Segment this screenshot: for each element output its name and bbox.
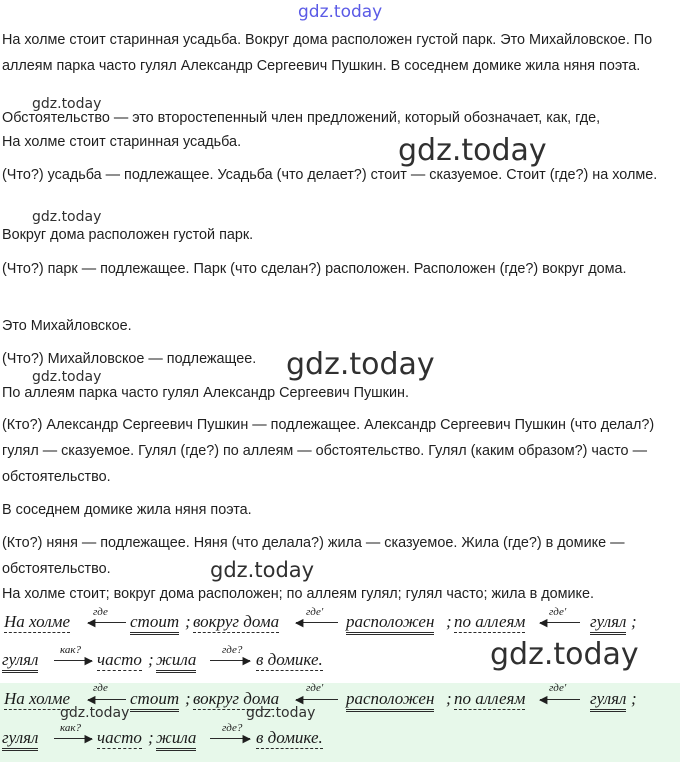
question-label: где?: [222, 722, 243, 734]
separator: ;: [446, 612, 452, 631]
scheme-word: вокруг дома: [193, 689, 280, 708]
question-label: где: [93, 682, 108, 694]
question-label: где': [306, 682, 324, 694]
question-label: как?: [60, 644, 82, 656]
question-label: где': [306, 606, 324, 618]
scheme-word: стоит: [130, 612, 179, 635]
arrow-left: ◀: [540, 695, 580, 705]
separator: ;: [185, 689, 191, 708]
definition-text: Обстоятельство — это второстепенный член предложений, который обозначает, как, где,: [2, 110, 601, 126]
scheme-word: в домике.: [256, 728, 323, 747]
watermark: gdz.today: [298, 2, 383, 22]
separator: ;: [185, 612, 191, 631]
arrow-left: ◀: [88, 618, 126, 628]
question-label: как?: [60, 722, 82, 734]
scheme-word: часто: [97, 728, 142, 747]
phrases-summary: На холме стоит; вокруг дома расположен; по аллеям гулял; гулял часто; жила в домике.: [2, 586, 595, 602]
question-label: где': [549, 606, 567, 618]
watermark: gdz.today: [398, 133, 547, 168]
sentence-2: Вокруг дома расположен густой парк.: [2, 227, 254, 243]
scheme-word: расположен: [346, 689, 434, 712]
watermark: gdz.today: [60, 705, 130, 721]
analysis-1: (Что?) усадьба — подлежащее. Усадьба (что делает?) стоит — сказуемое. Стоит (где?) на холме.: [2, 167, 658, 183]
sentence-1: На холме стоит старинная усадьба.: [2, 134, 242, 150]
separator: ;: [148, 650, 154, 669]
scheme-word: стоит: [130, 689, 179, 712]
watermark: gdz.today: [490, 637, 639, 672]
arrow-left: ◀: [88, 695, 126, 705]
task-text: На холме стоит старинная усадьба. Вокруг дома расположен густой парк. Это Михайловское. По аллеям парка часто гулял Александр Сергеевич Пушкин. В соседнем домике жила няня поэта.: [2, 32, 653, 74]
arrow-left: ◀: [296, 695, 338, 705]
scheme-word: гулял: [590, 612, 626, 635]
analysis-3: (Что?) Михайловское — подлежащее.: [2, 351, 257, 367]
watermark: gdz.today: [32, 369, 102, 385]
scheme-word: жила: [156, 650, 196, 673]
scheme-word: На холме: [4, 689, 71, 708]
watermark: gdz.today: [32, 209, 102, 225]
watermark: gdz.today: [32, 96, 102, 112]
analysis-5: (Кто?) няня — подлежащее. Няня (что делала?) жила — сказуемое. Жила (где?) в домике — обстоятельство.: [2, 535, 625, 577]
scheme-word: в домике.: [256, 650, 323, 669]
arrow-left: ◀: [296, 618, 338, 628]
scheme-word: часто: [97, 650, 142, 669]
arrow-left: ◀: [540, 618, 580, 628]
scheme-word: расположен: [346, 612, 434, 635]
question-label: где: [93, 606, 108, 618]
watermark: gdz.today: [286, 347, 435, 382]
scheme-word: гулял: [2, 728, 38, 751]
question-label: где?: [222, 644, 243, 656]
scheme-word: гулял: [590, 689, 626, 712]
separator: ;: [631, 612, 637, 631]
analysis-2: (Что?) парк — подлежащее. Парк (что сделан?) расположен. Расположен (где?) вокруг дома.: [2, 261, 627, 277]
question-label: где': [549, 682, 567, 694]
arrow-right: ▶: [210, 734, 250, 744]
sentence-3: Это Михайловское.: [2, 318, 132, 334]
scheme-word: жила: [156, 728, 196, 751]
scheme-word: по аллеям: [454, 689, 526, 708]
separator: ;: [148, 728, 154, 747]
sentence-5: В соседнем домике жила няня поэта.: [2, 502, 252, 518]
arrow-right: ▶: [54, 734, 92, 744]
arrow-right: ▶: [210, 656, 250, 666]
watermark: gdz.today: [246, 705, 316, 721]
separator: ;: [446, 689, 452, 708]
scheme-word: по аллеям: [454, 612, 526, 631]
separator: ;: [631, 689, 637, 708]
sentence-4: По аллеям парка часто гулял Александр Сергеевич Пушкин.: [2, 385, 409, 401]
scheme-word: гулял: [2, 650, 38, 673]
watermark: gdz.today: [210, 558, 315, 582]
analysis-4: (Кто?) Александр Сергеевич Пушкин — подлежащее. Александр Сергеевич Пушкин (что делал?) гулял — сказуемое. Гулял (где?) по аллеям — обстоятельство. Гулял (каким образом?) часто — обстоятельство.: [2, 417, 655, 485]
scheme-word: На холме: [4, 612, 71, 631]
arrow-right: ▶: [54, 656, 92, 666]
scheme-word: вокруг дома: [193, 612, 280, 631]
